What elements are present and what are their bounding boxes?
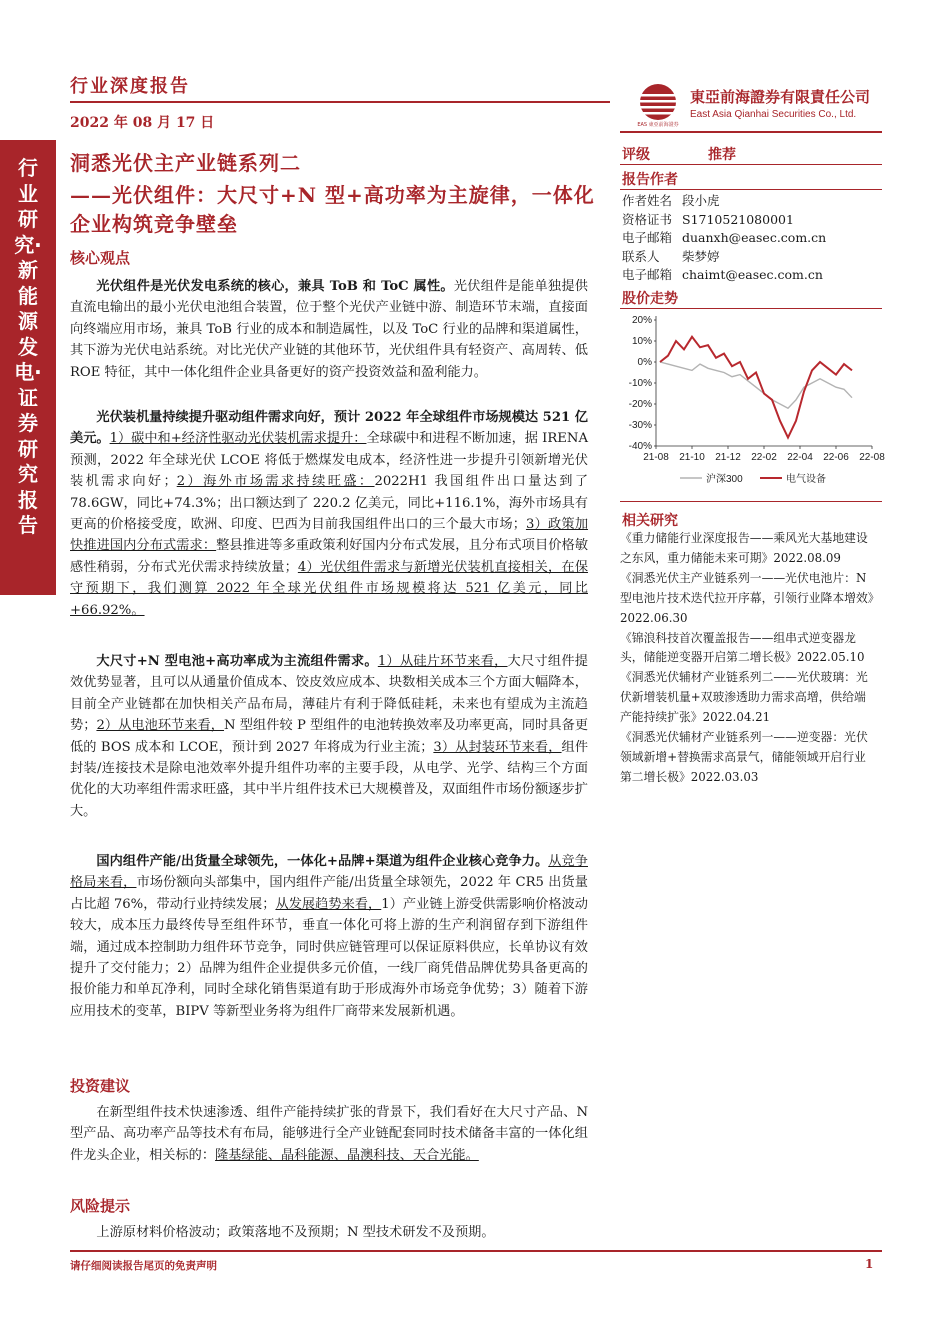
author-row: 电子邮箱 duanxh@easec.com.cn xyxy=(622,230,827,245)
core-p4-point1: 从竞争格局来看， xyxy=(70,854,588,891)
y-tick-label: -20% xyxy=(628,399,652,410)
core-p2-text2: 2022H1 我国组件出口量达到了 78.6GW，同比+74.3%；出口额达到了 220.2 亿美元，同比+116.1%，海外市场具有更高的价格接受度，欧洲、印度、巴西为目前我国组件出口的三个最大市场； xyxy=(70,474,589,533)
related-item[interactable]: 《洞悉光伏辅材产业链系列一——逆变器：光伏领域新增+替换需求高景气，储能领域开启行业第二增长极》2022.03.03 xyxy=(620,730,868,784)
core-p2-text3: 整县推进等多重政策利好国内分布式发展，且分布式项目价格敏感性稍弱，分布式光伏需求持续放量； xyxy=(70,538,589,575)
y-tick-label: 10% xyxy=(631,336,652,347)
report-type: 行业深度报告 xyxy=(70,76,190,97)
author-row: 联系人 柴梦婷 xyxy=(622,248,720,264)
sidebar-category xyxy=(0,140,56,595)
page-number: 1 xyxy=(865,1257,874,1271)
core-p4-lead: 国内组件产能/出货量全球领先，一体化+品牌+渠道为组件企业核心竞争力。 xyxy=(96,854,549,869)
x-tick-label: 22-08 xyxy=(859,452,885,463)
x-tick-label: 22-04 xyxy=(787,452,813,463)
authors-divider xyxy=(620,189,882,190)
core-paragraph-3 xyxy=(70,651,588,822)
report-title-line1: 洞悉光伏主产业链系列二 xyxy=(70,151,301,175)
footer-divider xyxy=(70,1250,882,1252)
core-p2-point2: 2）海外市场需求持续旺盛： xyxy=(176,474,375,490)
core-paragraph-4 xyxy=(70,851,588,1022)
x-tick-label: 22-06 xyxy=(823,452,849,463)
core-p3-text1: 大尺寸组件提效优势显著，且可以从通量价值成本、饺皮效应成本、块数相关成本三个方面大幅降本，目前全产业链都在加快相关产品布局，薄硅片有利于降低硅耗，未来也有望成为主流趋势； xyxy=(70,654,588,734)
y-tick-label: -10% xyxy=(628,378,652,389)
chart-bottom-divider xyxy=(620,501,882,502)
core-views-heading: 核心观点 xyxy=(70,249,131,267)
related-list xyxy=(620,529,875,788)
y-tick-label: 20% xyxy=(631,315,652,326)
header-divider-left xyxy=(70,101,610,103)
legend-label: 电气设备 xyxy=(786,474,826,485)
header-divider-right xyxy=(620,131,882,133)
related-item[interactable]: 《锦浪科技首次覆盖报告——组串式逆变器龙头，储能逆变器开启第二增长极》2022.05.10 xyxy=(620,630,865,665)
y-tick-label: -30% xyxy=(628,420,652,431)
core-p3-text2: N 型组件较 P 型组件的电池转换效率及功率更高，同时具备更低的 BOS 成本和 LCOE，预计到 2027 年将成为行业主流； xyxy=(70,718,589,755)
sidebar-category-text: 行业研究·新能源发电·证券研究报告 xyxy=(14,156,42,537)
x-tick-label: 21-12 xyxy=(715,452,741,463)
price-chart xyxy=(620,308,885,492)
y-tick-label: 0% xyxy=(637,357,652,368)
x-tick-label: 21-08 xyxy=(643,452,669,463)
related-heading: 相关研究 xyxy=(622,513,678,529)
related-item[interactable]: 《洞悉光伏辅材产业链系列二——光伏玻璃：光伏新增装机量+双玻渗透助力需求高增，供给端产能持续扩张》2022.04.21 xyxy=(620,670,868,725)
author-row: 资格证书 S1710521080001 xyxy=(622,211,794,227)
core-p2-lead: 光伏装机量持续提升驱动组件需求向好，预计 2022 年全球组件市场规模达 521 亿美元。 xyxy=(70,410,588,447)
logo-caption: EAS 東亞前海證券 xyxy=(637,122,679,128)
core-p4-text1: 市场份额向头部集中，国内组件产能/出货量全球领先，2022 年 CR5 出货量占比超 76%，带动行业持续发展； xyxy=(70,875,588,912)
core-p3-lead: 大尺寸+N 型电池+高功率成为主流组件需求。 xyxy=(96,654,378,669)
rating-label: 评级 xyxy=(622,147,650,163)
core-paragraph-2 xyxy=(70,407,588,621)
company-name-cn: 東亞前海證券有限責任公司 xyxy=(690,88,871,106)
authors-heading: 报告作者 xyxy=(622,172,678,188)
core-p3-text3: 组件封装/连接技术是除电池效率外提升组件功率的主要手段，从电学、光学、结构三个方面优化的大功率组件需求旺盛，其中半片组件技术已大规模普及，双面组件市场份额逐步扩大。 xyxy=(70,739,589,819)
core-p4-text2: 1）产业链上游受供需影响价格波动较大，成本压力最终传导至组件环节，垂直一体化可将上游的生产利润留存到下游组件端，通过成本控制助力组件环节竞争，同时供应链管理可以保证原料供应，长单协议有效提升了交付能力；2）品牌为组件企业提供多元价值，一线厂商凭借品牌优势具备更高的报价能力和单瓦净利，同时全球化销售渠道有助于形成海外市场竞争优势；3）随着下游应用技术的变革，BIPV 等新型业务将为组件厂商带来发展新机遇。 xyxy=(70,896,588,1019)
investment-paragraph xyxy=(70,1102,588,1166)
rating-value: 推荐 xyxy=(708,147,736,163)
x-tick-label: 21-10 xyxy=(679,452,705,463)
core-p3-point3: 3）从封装环节来看， xyxy=(433,739,562,755)
series-line-hs300 xyxy=(660,362,852,408)
price-chart-svg xyxy=(620,308,885,492)
core-paragraph-1 xyxy=(70,276,588,383)
x-tick-label: 22-02 xyxy=(751,452,777,463)
core-p3-point2: 2）从电池环节来看， xyxy=(96,718,225,734)
core-p2-point4: 4）光伏组件需求与新增光伏装机直接相关，在保守预期下，我们测算 2022 年全球光伏组件市场规模将达 521 亿美元，同比+66.92%。 xyxy=(70,559,589,618)
risk-heading: 风险提示 xyxy=(70,1197,131,1215)
core-p2-point3: 3）政策加快推进国内分布式需求： xyxy=(70,517,589,554)
investment-heading: 投资建议 xyxy=(70,1077,131,1095)
report-date: 2022 年 08 月 17 日 xyxy=(70,115,215,131)
risk-text: 上游原材料价格波动；政策落地不及预期；N 型技术研发不及预期。 xyxy=(96,1225,495,1240)
author-row: 作者姓名 段小虎 xyxy=(622,193,720,208)
core-p4-point2: 从发展趋势来看， xyxy=(275,896,382,912)
price-trend-heading: 股价走势 xyxy=(622,291,678,307)
core-p2-point1: 1）碳中和+经济性驱动光伏装机需求提升： xyxy=(109,431,367,447)
logo-mark-icon xyxy=(634,80,682,128)
disclaimer-note: 请仔细阅读报告尾页的免责声明 xyxy=(70,1260,217,1272)
core-p3-point1: 1）从硅片环节来看， xyxy=(377,654,508,669)
investment-stocks: 隆基绿能、晶科能源、晶澳科技、天合光能。 xyxy=(215,1147,479,1163)
core-p1-lead: 光伏组件是光伏发电系统的核心，兼具 ToB 和 ToC 属性。 xyxy=(96,279,454,294)
investment-text: 在新型组件技术快速渗透、组件产能持续扩张的背景下，我们看好在大尺寸产品、N 型产品、高功率产品等技术有布局，能够进行全产业链配套同时技术储备丰富的一体化组件龙头企业，相关标的： xyxy=(70,1105,588,1163)
related-item[interactable]: 《重力储能行业深度报告——乘风光大基地建设之东风，重力储能未来可期》2022.08.09 xyxy=(620,531,868,565)
authors-list xyxy=(622,192,884,285)
rating-divider xyxy=(620,164,882,165)
core-p1-text: 光伏组件是能单独提供直流电输出的最小光伏电池组合装置，位于整个光伏产业链中游、制造环节末端，直接面向终端应用市场，兼具 ToB 行业的成本和制造属性，以及 ToC 行业的品牌和渠道属性，其下游为光伏电站系统。对比光伏产业链的其他环节，光伏组件具有轻资产、高周转、低 ROE 特征，其中一体化组件企业具备更好的资产投资效益和盈利能力。 xyxy=(70,279,588,380)
company-name-en: East Asia Qianhai Securities Co., Ltd. xyxy=(690,109,857,120)
related-item[interactable]: 《洞悉光伏主产业链系列一——光伏电池片：N 型电池片技术迭代拉开序幕，引领行业降本增效》2022.06.30 xyxy=(620,570,874,625)
company-logo xyxy=(634,80,682,128)
core-p2-text1: 全球碳中和进程不断加速，据 IRENA 预测，2022 年全球光伏 LCOE 将低于燃煤发电成本，经济性进一步提升引领新增光伏装机需求向好； xyxy=(70,431,588,490)
legend-label: 沪深300 xyxy=(706,474,743,485)
report-title-line2: ——光伏组件：大尺寸+N 型+高功率为主旋律，一体化企业构筑竞争壁垒 xyxy=(70,183,595,236)
author-row: 电子邮箱 chaimt@easec.com.cn xyxy=(622,267,823,282)
y-tick-label: -40% xyxy=(628,441,652,452)
